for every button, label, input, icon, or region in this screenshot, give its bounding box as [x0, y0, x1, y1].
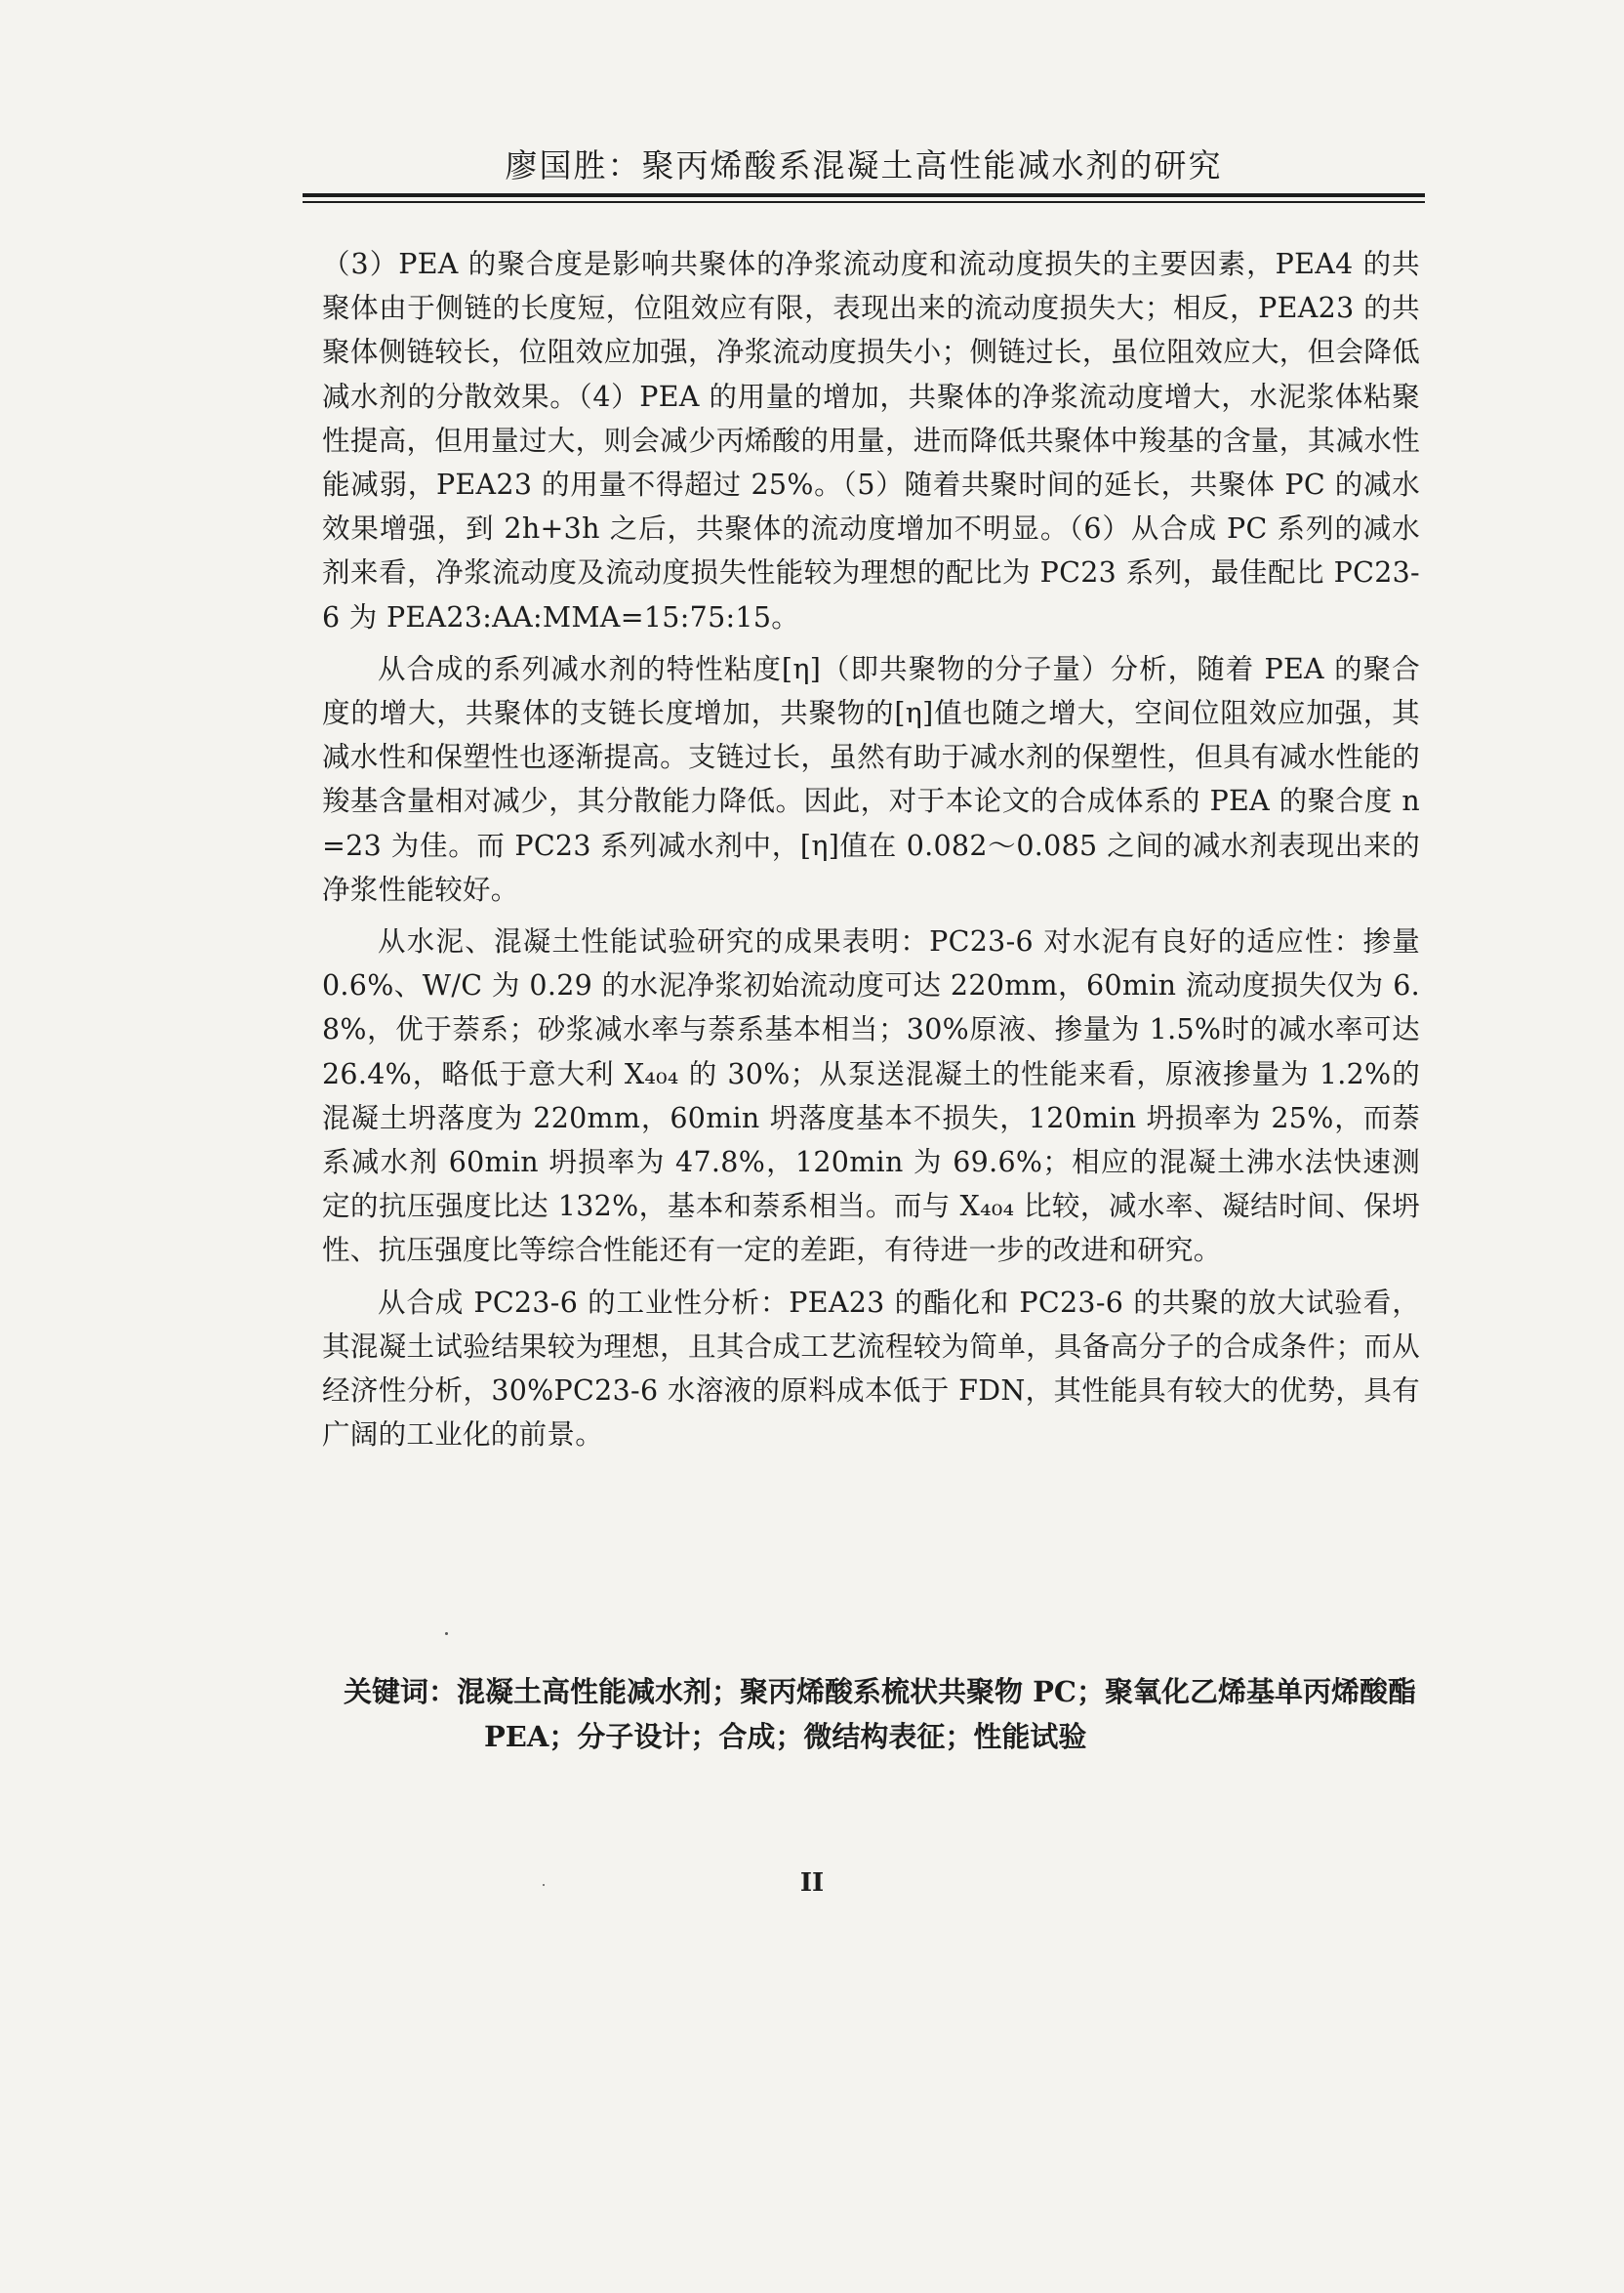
paragraph-conclusions: （3）PEA 的聚合度是影响共聚体的净浆流动度和流动度损失的主要因素，PEA4 的共聚体由于侧链的长度短，位阻效应有限，表现出来的流动度损失大；相反，PEA23 的共聚体侧链较长，位阻效应加强，净浆流动度损失小；侧链过长，虽位阻效应大，但会降低减水剂的分散效果。（4）PEA 的用量的增加，共聚体的净浆流动度增大，水泥浆体粘聚性提高，但用量过大，则会减少丙烯酸的用量，进而降低共聚体中羧基的含量，其减水性能减弱，PEA23 的用量不得超过 25%。（5）随着共聚时间的延长，共聚体 PC 的减水效果增强，到 2h+3h 之后，共聚体的流动度增加不明显。（6）从合成 PC 系列的减水剂来看，净浆流动度及流动度损失性能较为理想的配比为 PC23 系列，最佳配比 PC23-6 为 PEA23:AA:MMA=15:75:15。: [322, 248, 1420, 634]
paragraph-performance-results: 从水泥、混凝土性能试验研究的成果表明：PC23-6 对水泥有良好的适应性：掺量 0.6%、W/C 为 0.29 的水泥净浆初始流动度可达 220mm，60min 流动度损失仅为 6.8%，优于萘系；砂浆减水率与萘系基本相当；30%原液、掺量为 1.5%时的减水率可达 26.4%，略低于意大利 X₄₀₄ 的 30%；从泵送混凝土的性能来看，原液掺量为 1.2%的混凝土坍落度为 220mm，60min 坍落度基本不损失，120min 坍损率为 25%，而萘系减水剂 60min 坍损率为 47.8%，120min 为 69.6%；相应的混凝土沸水法快速测定的抗压强度比达 132%，基本和萘系相当。而与 X₄₀₄ 比较，减水率、凝结时间、保坍性、抗压强度比等综合性能还有一定的差距，有待进一步的改进和研究。: [322, 925, 1420, 1267]
keywords-block: [344, 1669, 1427, 1759]
body-text: [322, 242, 1420, 1464]
scan-speck: [543, 1884, 545, 1886]
keywords-label: 关键词：: [344, 1675, 458, 1708]
paragraph-industrial-analysis: 从合成 PC23-6 的工业性分析：PEA23 的酯化和 PC23-6 的共聚的放大试验看，其混凝土试验结果较为理想，且其合成工艺流程较为简单，具备高分子的合成条件；而从经济性分析，30%PC23-6 水溶液的原料成本低于 FDN，其性能具有较大的优势，具有广阔的工业化的前景。: [322, 1286, 1420, 1452]
running-header: [303, 144, 1425, 187]
paragraph-viscosity-analysis: 从合成的系列减水剂的特性粘度[η]（即共聚物的分子量）分析，随着 PEA 的聚合度的增大，共聚体的支链长度增加，共聚物的[η]值也随之增大，空间位阻效应加强，其减水性和保塑性也逐渐提高。支链过长，虽然有助于减水剂的保塑性，但具有减水性能的羧基含量相对减少，其分散能力降低。因此，对于本论文的合成体系的 PEA 的聚合度 n=23 为佳。而 PC23 系列减水剂中，[η]值在 0.082～0.085 之间的减水剂表现出来的净浆性能较好。: [322, 652, 1420, 906]
keywords-line-2: PEA；分子设计；合成；微结构表征；性能试验: [484, 1720, 1087, 1753]
header-title: 廖国胜：聚丙烯酸系混凝土高性能减水剂的研究: [505, 146, 1223, 184]
header-rule-thick: [303, 193, 1425, 197]
keywords-text-1: 混凝土高性能减水剂；聚丙烯酸系梳状共聚物 PC；聚氧化乙烯基单丙烯酸酯: [457, 1675, 1417, 1708]
page-number: II: [799, 1868, 825, 1898]
header-rule-thin: [303, 201, 1425, 203]
keywords-line-1: [344, 1669, 1427, 1714]
scan-speck: [445, 1632, 448, 1635]
